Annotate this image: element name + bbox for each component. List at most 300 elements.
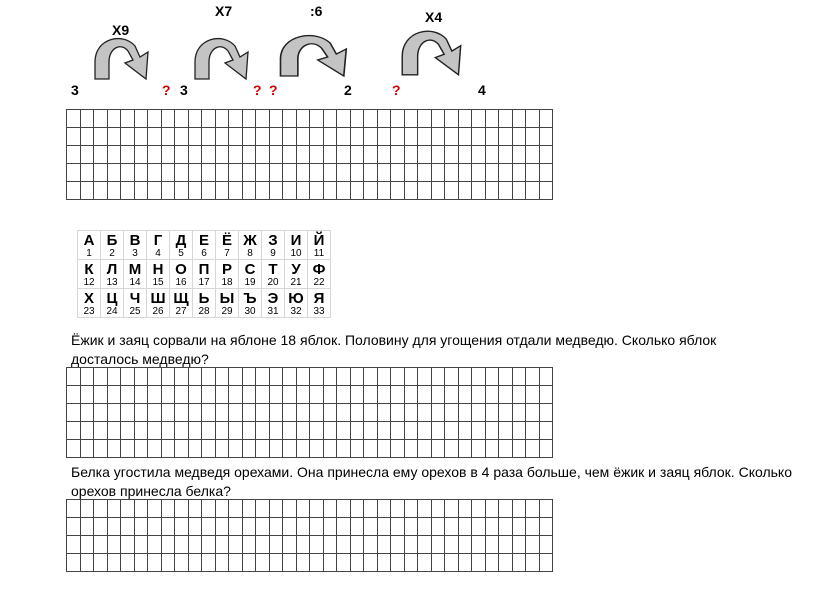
grid-cell[interactable] (161, 110, 175, 128)
grid-cell[interactable] (229, 536, 243, 554)
grid-cell[interactable] (296, 440, 310, 458)
grid-cell[interactable] (229, 554, 243, 572)
grid-cell[interactable] (377, 404, 391, 422)
grid-cell[interactable] (242, 554, 256, 572)
grid-cell[interactable] (94, 404, 108, 422)
grid-cell[interactable] (350, 536, 364, 554)
grid-cell[interactable] (134, 518, 148, 536)
grid-cell[interactable] (134, 182, 148, 200)
grid-cell[interactable] (323, 536, 337, 554)
grid-cell[interactable] (391, 518, 405, 536)
grid-cell[interactable] (80, 164, 94, 182)
grid-cell[interactable] (121, 422, 135, 440)
grid-cell[interactable] (418, 128, 432, 146)
grid-cell[interactable] (80, 110, 94, 128)
grid-cell[interactable] (175, 368, 189, 386)
grid-cell[interactable] (431, 554, 445, 572)
grid-cell[interactable] (161, 386, 175, 404)
grid-cell[interactable] (364, 554, 378, 572)
grid-cell[interactable] (175, 146, 189, 164)
grid-cell[interactable] (458, 128, 472, 146)
grid-cell[interactable] (242, 386, 256, 404)
grid-cell[interactable] (431, 110, 445, 128)
grid-cell[interactable] (215, 110, 229, 128)
grid-cell[interactable] (161, 500, 175, 518)
grid-cell[interactable] (229, 404, 243, 422)
grid-cell[interactable] (296, 422, 310, 440)
grid-cell[interactable] (283, 182, 297, 200)
grid-cell[interactable] (445, 386, 459, 404)
grid-cell[interactable] (499, 182, 513, 200)
grid-cell[interactable] (121, 554, 135, 572)
grid-cell[interactable] (350, 422, 364, 440)
grid-cell[interactable] (229, 518, 243, 536)
grid-cell[interactable] (161, 440, 175, 458)
grid-cell[interactable] (269, 536, 283, 554)
grid-cell[interactable] (94, 146, 108, 164)
grid-cell[interactable] (148, 536, 162, 554)
grid-cell[interactable] (242, 500, 256, 518)
grid-cell[interactable] (121, 146, 135, 164)
grid-cell[interactable] (485, 536, 499, 554)
grid-cell[interactable] (458, 440, 472, 458)
grid-cell[interactable] (391, 164, 405, 182)
grid-cell[interactable] (404, 146, 418, 164)
grid-cell[interactable] (458, 518, 472, 536)
grid-cell[interactable] (526, 128, 540, 146)
grid-cell[interactable] (458, 536, 472, 554)
grid-cell[interactable] (296, 500, 310, 518)
grid-cell[interactable] (94, 422, 108, 440)
grid-cell[interactable] (526, 386, 540, 404)
grid-cell[interactable] (175, 182, 189, 200)
grid-cell[interactable] (80, 128, 94, 146)
grid-cell[interactable] (337, 554, 351, 572)
grid-cell[interactable] (499, 536, 513, 554)
grid-cell[interactable] (472, 146, 486, 164)
grid-cell[interactable] (445, 422, 459, 440)
grid-cell[interactable] (121, 368, 135, 386)
grid-cell[interactable] (350, 500, 364, 518)
grid-cell[interactable] (107, 182, 121, 200)
grid-cell[interactable] (229, 164, 243, 182)
grid-cell[interactable] (310, 500, 324, 518)
grid-cell[interactable] (121, 536, 135, 554)
grid-cell[interactable] (485, 146, 499, 164)
grid-cell[interactable] (418, 110, 432, 128)
grid-cell[interactable] (539, 146, 553, 164)
grid-cell[interactable] (256, 368, 270, 386)
grid-cell[interactable] (215, 404, 229, 422)
grid-cell[interactable] (310, 386, 324, 404)
grid-cell[interactable] (161, 518, 175, 536)
grid-cell[interactable] (229, 386, 243, 404)
grid-cell[interactable] (310, 440, 324, 458)
grid-cell[interactable] (175, 164, 189, 182)
grid-cell[interactable] (256, 386, 270, 404)
grid-cell[interactable] (283, 146, 297, 164)
grid-cell[interactable] (67, 518, 81, 536)
grid-cell[interactable] (350, 368, 364, 386)
grid-cell[interactable] (188, 536, 202, 554)
grid-cell[interactable] (431, 422, 445, 440)
grid-cell[interactable] (499, 386, 513, 404)
grid-cell[interactable] (256, 422, 270, 440)
grid-cell[interactable] (472, 368, 486, 386)
grid-cell[interactable] (269, 440, 283, 458)
grid-cell[interactable] (391, 554, 405, 572)
grid-cell[interactable] (215, 182, 229, 200)
grid-cell[interactable] (364, 182, 378, 200)
grid-cell[interactable] (337, 182, 351, 200)
grid-cell[interactable] (148, 146, 162, 164)
grid-cell[interactable] (445, 368, 459, 386)
grid-cell[interactable] (526, 536, 540, 554)
grid-cell[interactable] (431, 440, 445, 458)
grid-cell[interactable] (458, 182, 472, 200)
grid-cell[interactable] (391, 146, 405, 164)
grid-cell[interactable] (296, 110, 310, 128)
grid-cell[interactable] (161, 146, 175, 164)
grid-cell[interactable] (94, 500, 108, 518)
grid-cell[interactable] (67, 536, 81, 554)
grid-cell[interactable] (350, 518, 364, 536)
grid-cell[interactable] (391, 404, 405, 422)
grid-cell[interactable] (445, 404, 459, 422)
grid-cell[interactable] (377, 500, 391, 518)
grid-cell[interactable] (323, 128, 337, 146)
grid-cell[interactable] (404, 500, 418, 518)
grid-cell[interactable] (283, 128, 297, 146)
grid-cell[interactable] (242, 128, 256, 146)
grid-cell[interactable] (512, 182, 526, 200)
grid-cell[interactable] (188, 182, 202, 200)
grid-cell[interactable] (418, 386, 432, 404)
grid-cell[interactable] (472, 554, 486, 572)
grid-cell[interactable] (323, 110, 337, 128)
grid-cell[interactable] (283, 440, 297, 458)
grid-cell[interactable] (512, 368, 526, 386)
grid-cell[interactable] (337, 386, 351, 404)
grid-cell[interactable] (67, 128, 81, 146)
grid-cell[interactable] (67, 440, 81, 458)
grid-cell[interactable] (148, 386, 162, 404)
grid-cell[interactable] (107, 422, 121, 440)
grid-cell[interactable] (188, 404, 202, 422)
answer-grid-3[interactable] (66, 499, 553, 572)
grid-cell[interactable] (80, 146, 94, 164)
grid-cell[interactable] (418, 500, 432, 518)
grid-cell[interactable] (202, 164, 216, 182)
grid-cell[interactable] (148, 500, 162, 518)
grid-cell[interactable] (323, 368, 337, 386)
grid-cell[interactable] (283, 536, 297, 554)
grid-cell[interactable] (431, 518, 445, 536)
grid-cell[interactable] (512, 404, 526, 422)
grid-cell[interactable] (350, 182, 364, 200)
grid-cell[interactable] (134, 554, 148, 572)
grid-cell[interactable] (202, 422, 216, 440)
grid-cell[interactable] (121, 164, 135, 182)
grid-cell[interactable] (377, 368, 391, 386)
grid-cell[interactable] (242, 110, 256, 128)
grid-cell[interactable] (310, 146, 324, 164)
grid-cell[interactable] (269, 128, 283, 146)
grid-cell[interactable] (296, 518, 310, 536)
grid-cell[interactable] (175, 500, 189, 518)
grid-cell[interactable] (121, 440, 135, 458)
grid-cell[interactable] (256, 182, 270, 200)
grid-cell[interactable] (364, 128, 378, 146)
grid-cell[interactable] (391, 422, 405, 440)
grid-cell[interactable] (242, 182, 256, 200)
answer-grid-2[interactable] (66, 367, 553, 458)
grid-cell[interactable] (364, 368, 378, 386)
grid-cell[interactable] (337, 110, 351, 128)
grid-cell[interactable] (134, 536, 148, 554)
grid-cell[interactable] (364, 146, 378, 164)
grid-cell[interactable] (526, 500, 540, 518)
grid-cell[interactable] (431, 386, 445, 404)
grid-cell[interactable] (94, 440, 108, 458)
grid-cell[interactable] (202, 500, 216, 518)
grid-cell[interactable] (364, 536, 378, 554)
grid-cell[interactable] (323, 500, 337, 518)
grid-cell[interactable] (283, 422, 297, 440)
grid-cell[interactable] (472, 422, 486, 440)
grid-cell[interactable] (134, 386, 148, 404)
grid-cell[interactable] (283, 386, 297, 404)
grid-cell[interactable] (472, 536, 486, 554)
grid-cell[interactable] (526, 404, 540, 422)
grid-cell[interactable] (80, 182, 94, 200)
grid-cell[interactable] (134, 110, 148, 128)
grid-cell[interactable] (134, 164, 148, 182)
grid-cell[interactable] (229, 110, 243, 128)
grid-cell[interactable] (67, 182, 81, 200)
grid-cell[interactable] (202, 110, 216, 128)
grid-cell[interactable] (215, 146, 229, 164)
grid-cell[interactable] (148, 404, 162, 422)
grid-cell[interactable] (418, 422, 432, 440)
grid-cell[interactable] (94, 128, 108, 146)
grid-cell[interactable] (350, 404, 364, 422)
grid-cell[interactable] (215, 386, 229, 404)
grid-cell[interactable] (296, 128, 310, 146)
grid-cell[interactable] (485, 128, 499, 146)
grid-cell[interactable] (269, 386, 283, 404)
grid-cell[interactable] (269, 500, 283, 518)
grid-cell[interactable] (485, 554, 499, 572)
grid-cell[interactable] (445, 554, 459, 572)
grid-cell[interactable] (148, 110, 162, 128)
grid-cell[interactable] (431, 404, 445, 422)
grid-cell[interactable] (134, 368, 148, 386)
grid-cell[interactable] (445, 518, 459, 536)
grid-cell[interactable] (526, 554, 540, 572)
grid-cell[interactable] (472, 404, 486, 422)
grid-cell[interactable] (229, 182, 243, 200)
grid-cell[interactable] (431, 164, 445, 182)
grid-cell[interactable] (350, 386, 364, 404)
grid-cell[interactable] (323, 164, 337, 182)
grid-cell[interactable] (188, 554, 202, 572)
grid-cell[interactable] (337, 404, 351, 422)
grid-cell[interactable] (202, 146, 216, 164)
grid-cell[interactable] (80, 404, 94, 422)
grid-cell[interactable] (418, 368, 432, 386)
grid-cell[interactable] (310, 422, 324, 440)
grid-cell[interactable] (323, 518, 337, 536)
grid-cell[interactable] (499, 518, 513, 536)
grid-cell[interactable] (80, 422, 94, 440)
grid-cell[interactable] (472, 440, 486, 458)
grid-cell[interactable] (350, 128, 364, 146)
grid-cell[interactable] (472, 110, 486, 128)
grid-cell[interactable] (80, 440, 94, 458)
grid-cell[interactable] (296, 368, 310, 386)
grid-cell[interactable] (202, 536, 216, 554)
grid-cell[interactable] (229, 422, 243, 440)
grid-cell[interactable] (377, 110, 391, 128)
grid-cell[interactable] (296, 536, 310, 554)
grid-cell[interactable] (323, 146, 337, 164)
grid-cell[interactable] (215, 536, 229, 554)
grid-cell[interactable] (485, 386, 499, 404)
grid-cell[interactable] (377, 182, 391, 200)
grid-cell[interactable] (377, 422, 391, 440)
grid-cell[interactable] (377, 164, 391, 182)
grid-cell[interactable] (161, 128, 175, 146)
grid-cell[interactable] (377, 146, 391, 164)
grid-cell[interactable] (188, 500, 202, 518)
grid-cell[interactable] (121, 128, 135, 146)
grid-cell[interactable] (539, 404, 553, 422)
grid-cell[interactable] (229, 500, 243, 518)
grid-cell[interactable] (539, 182, 553, 200)
grid-cell[interactable] (458, 422, 472, 440)
grid-cell[interactable] (391, 368, 405, 386)
grid-cell[interactable] (404, 554, 418, 572)
grid-cell[interactable] (404, 110, 418, 128)
grid-cell[interactable] (526, 368, 540, 386)
grid-cell[interactable] (269, 518, 283, 536)
grid-cell[interactable] (310, 518, 324, 536)
grid-cell[interactable] (310, 536, 324, 554)
grid-cell[interactable] (80, 518, 94, 536)
grid-cell[interactable] (512, 554, 526, 572)
grid-cell[interactable] (445, 500, 459, 518)
grid-cell[interactable] (337, 500, 351, 518)
grid-cell[interactable] (175, 440, 189, 458)
grid-cell[interactable] (445, 440, 459, 458)
grid-cell[interactable] (134, 404, 148, 422)
grid-cell[interactable] (418, 146, 432, 164)
grid-cell[interactable] (458, 164, 472, 182)
grid-cell[interactable] (256, 146, 270, 164)
grid-cell[interactable] (107, 554, 121, 572)
grid-cell[interactable] (539, 368, 553, 386)
grid-cell[interactable] (377, 518, 391, 536)
grid-cell[interactable] (499, 554, 513, 572)
grid-cell[interactable] (188, 164, 202, 182)
grid-cell[interactable] (121, 518, 135, 536)
grid-cell[interactable] (107, 500, 121, 518)
grid-cell[interactable] (229, 368, 243, 386)
grid-cell[interactable] (67, 500, 81, 518)
grid-cell[interactable] (283, 554, 297, 572)
grid-cell[interactable] (296, 554, 310, 572)
grid-cell[interactable] (499, 110, 513, 128)
grid-cell[interactable] (94, 182, 108, 200)
grid-cell[interactable] (175, 110, 189, 128)
grid-cell[interactable] (364, 500, 378, 518)
grid-cell[interactable] (269, 404, 283, 422)
grid-cell[interactable] (67, 164, 81, 182)
grid-cell[interactable] (512, 146, 526, 164)
grid-cell[interactable] (175, 128, 189, 146)
grid-cell[interactable] (323, 404, 337, 422)
grid-cell[interactable] (296, 146, 310, 164)
grid-cell[interactable] (188, 440, 202, 458)
grid-cell[interactable] (364, 440, 378, 458)
grid-cell[interactable] (296, 164, 310, 182)
grid-cell[interactable] (256, 404, 270, 422)
grid-cell[interactable] (310, 182, 324, 200)
grid-cell[interactable] (391, 386, 405, 404)
grid-cell[interactable] (310, 554, 324, 572)
grid-cell[interactable] (215, 554, 229, 572)
grid-cell[interactable] (539, 536, 553, 554)
grid-cell[interactable] (80, 500, 94, 518)
grid-cell[interactable] (323, 182, 337, 200)
grid-cell[interactable] (215, 500, 229, 518)
grid-cell[interactable] (269, 110, 283, 128)
grid-cell[interactable] (472, 500, 486, 518)
grid-cell[interactable] (499, 128, 513, 146)
grid-cell[interactable] (67, 554, 81, 572)
grid-cell[interactable] (431, 500, 445, 518)
grid-cell[interactable] (134, 422, 148, 440)
grid-cell[interactable] (350, 440, 364, 458)
grid-cell[interactable] (472, 164, 486, 182)
grid-cell[interactable] (107, 386, 121, 404)
grid-cell[interactable] (458, 404, 472, 422)
grid-cell[interactable] (175, 554, 189, 572)
grid-cell[interactable] (148, 518, 162, 536)
grid-cell[interactable] (256, 518, 270, 536)
grid-cell[interactable] (269, 368, 283, 386)
grid-cell[interactable] (161, 422, 175, 440)
grid-cell[interactable] (512, 128, 526, 146)
grid-cell[interactable] (391, 536, 405, 554)
grid-cell[interactable] (539, 110, 553, 128)
grid-cell[interactable] (418, 554, 432, 572)
grid-cell[interactable] (94, 554, 108, 572)
grid-cell[interactable] (242, 518, 256, 536)
grid-cell[interactable] (202, 440, 216, 458)
grid-cell[interactable] (148, 440, 162, 458)
grid-cell[interactable] (188, 386, 202, 404)
grid-cell[interactable] (526, 164, 540, 182)
grid-cell[interactable] (431, 128, 445, 146)
grid-cell[interactable] (256, 536, 270, 554)
grid-cell[interactable] (256, 164, 270, 182)
grid-cell[interactable] (431, 182, 445, 200)
grid-cell[interactable] (296, 182, 310, 200)
grid-cell[interactable] (404, 368, 418, 386)
grid-cell[interactable] (485, 368, 499, 386)
